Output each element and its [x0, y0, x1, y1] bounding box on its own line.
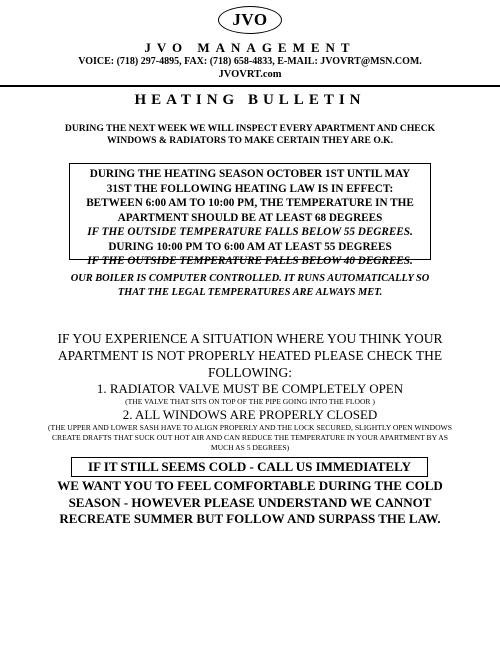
law-line: 31ST THE FOLLOWING HEATING LAW IS IN EFFECT: — [106, 182, 394, 195]
cold-notice-box: IF IT STILL SEEMS COLD - CALL US IMMEDIATELY — [71, 457, 428, 477]
law-line: IF THE OUTSIDE TEMPERATURE FALLS BELOW 55 DEGREES. — [87, 226, 413, 238]
law-line: IF THE OUTSIDE TEMPERATURE FALLS BELOW 40 DEGREES. — [87, 255, 413, 267]
website: JVOVRT.com — [218, 69, 282, 80]
law-line: APARTMENT SHOULD BE AT LEAST 68 DEGREES — [117, 211, 383, 224]
boiler-notice: OUR BOILER IS COMPUTER CONTROLLED. IT RUNS AUTOMATICALLY SO THAT THE LEGAL TEMPERATURES ARE ALWAYS MET. — [70, 273, 430, 298]
header-divider — [0, 85, 500, 87]
checklist-item-windows: 2. ALL WINDOWS ARE PROPERLY CLOSED — [122, 407, 378, 422]
checklist-note-radiator: (THE VALVE THAT SITS ON TOP OF THE PIPE GOING INTO THE FLOOR ) — [125, 397, 375, 406]
logo-text: JVO — [232, 10, 268, 29]
company-name: JVO MANAGEMENT — [144, 40, 356, 55]
bulletin-title: HEATING BULLETIN — [134, 92, 366, 108]
law-line: BETWEEN 6:00 AM TO 10:00 PM, THE TEMPERATURE IN THE — [86, 197, 414, 209]
law-line: DURING THE HEATING SEASON OCTOBER 1ST UNTIL MAY — [89, 168, 411, 180]
bulletin-intro: DURING THE NEXT WEEK WE WILL INSPECT EVERY APARTMENT AND CHECK WINDOWS & RADIATORS TO MAKE CERTAIN THEY ARE O.K. — [64, 123, 436, 146]
law-line: DURING 10:00 PM TO 6:00 AM AT LEAST 55 DEGREES — [108, 240, 392, 253]
contact-line: VOICE: (718) 297-4895, FAX: (718) 658-4833, E-MAIL: JVOVRT@MSN.COM. — [78, 56, 422, 67]
closing-message: WE WANT YOU TO FEEL COMFORTABLE DURING THE COLD SEASON - HOWEVER PLEASE UNDERSTAND WE CANNOT RECREATE SUMMER BUT FOLLOW AND SURPASS THE LAW. — [57, 478, 443, 526]
heating-law-box — [69, 163, 431, 267]
checklist-intro: IF YOU EXPERIENCE A SITUATION WHERE YOU THINK YOUR APARTMENT IS NOT PROPERLY HEATED PLEASE CHECK THE FOLLOWING: — [57, 331, 443, 380]
checklist-note-windows: (THE UPPER AND LOWER SASH HAVE TO ALIGN PROPERLY AND THE LOCK SECURED, SLIGHTLY OPEN WINDOWS CREATE DRAFTS THAT SUCK OUT HOT AIR AND CAN REDUCE THE TEMPERATURE IN YOUR APARTMENT BY AS MUCH AS 5 DEGREES) — [48, 423, 452, 452]
checklist-section — [40, 330, 460, 453]
checklist-item-radiator: 1. RADIATOR VALVE MUST BE COMPLETELY OPEN — [96, 381, 404, 396]
jvo-logo — [218, 6, 282, 34]
